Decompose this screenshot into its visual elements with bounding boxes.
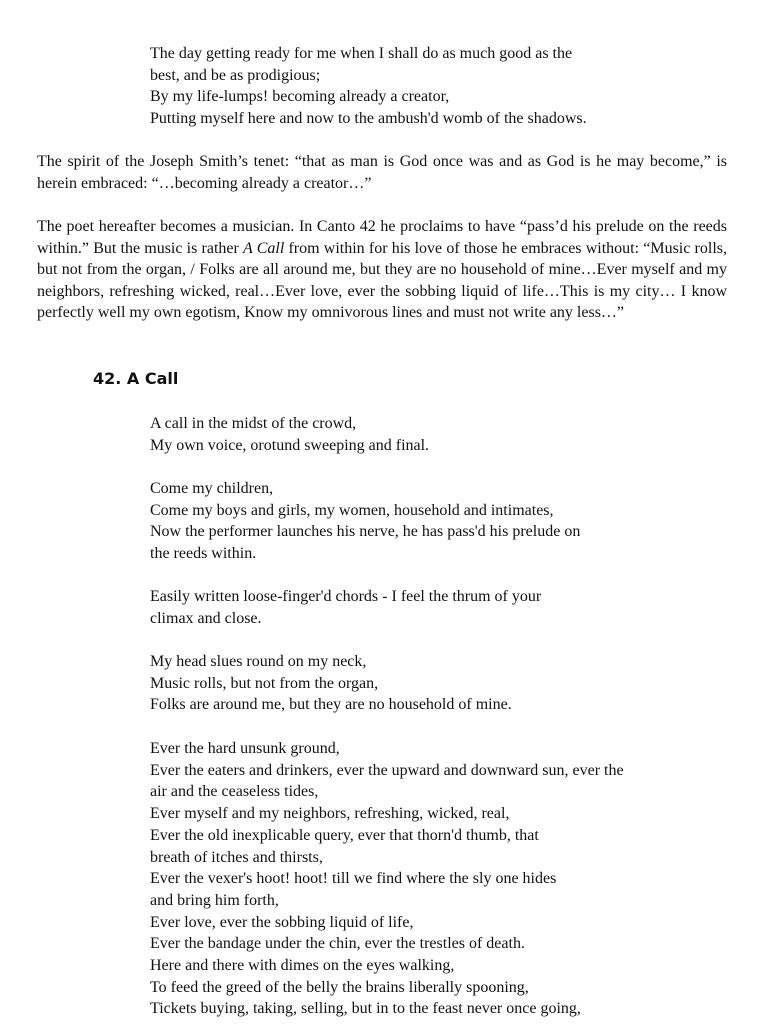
verse-line: breath of itches and thirsts, [150,848,323,866]
stanza-2 [150,478,740,565]
commentary-paragraph-1: The spirit of the Joseph Smith’s tenet: “that as man is God once was and as God is he may become,” is herein embraced: “…becoming already a creator…” [37,153,727,192]
section-heading: 42. A Call [93,369,179,388]
commentary-paragraph-2 [37,216,727,324]
verse-line: air and the ceaseless tides, [150,783,319,801]
verse-line: Easily written loose-finger'd chords - I feel the thrum of your [150,588,542,605]
verse-line: The day getting ready for me when I shall do as much good as the [150,45,573,62]
verse-line: Ever the eaters and drinkers, ever the upward and downward sun, ever the [150,761,624,779]
verse-line: Ever love, ever the sobbing liquid of life, [150,913,414,931]
verse-line: Now the performer launches his nerve, he has pass'd his prelude on [150,523,581,541]
verse-line: Come my boys and girls, my women, household and intimates, [150,501,554,519]
stanza-4 [150,651,740,716]
verse-line: Come my children, [150,480,274,497]
verse-line: My own voice, orotund sweeping and final. [150,436,430,454]
stanza-3 [150,586,740,629]
verse-line: My head slues round on my neck, [150,653,367,670]
verse-line: By my life-lumps! becoming already a creator, [150,88,450,106]
verse-line: Ever the vexer's hoot! hoot! till we find where the sly one hides [150,870,557,888]
verse-line: Putting myself here and now to the ambush'd womb of the shadows. [150,110,587,128]
verse-line: Ever the hard unsunk ground, [150,740,340,757]
verse-line: Music rolls, but not from the organ, [150,674,379,692]
verse-line: and bring him forth, [150,891,279,909]
opening-verse [150,43,740,130]
verse-line: Tickets buying, taking, selling, but in to the feast never once going, [150,1000,581,1018]
verse-line: Folks are around me, but they are no household of mine. [150,696,512,714]
paragraph-text: from within for his love of those he embraces without: “Music rolls, but not from the organ, / Folks are all around me, but they are no household of mine…Ever myself and my neighbors, refreshing wicked, real…Ever love, ever the sobbing liquid of life…This is my city… I know perfectly well my own egotism, Know my omnivorous lines and must not write any less…” [37,239,727,321]
paragraph-text: The poet hereafter becomes a musician. In Canto 42 he proclaims to have “pass’d his prelude on the reeds within.” But the music is rather [37,218,727,257]
verse-line: Ever myself and my neighbors, refreshing, wicked, real, [150,805,510,823]
poem-title-italic: A Call [243,239,285,257]
verse-line: best, and be as prodigious; [150,66,321,84]
verse-line: Here and there with dimes on the eyes walking, [150,957,455,975]
verse-line: To feed the greed of the belly the brains liberally spooning, [150,978,529,996]
stanza-1 [150,413,740,456]
stanza-5 [150,738,740,1020]
verse-line: climax and close. [150,609,262,627]
verse-line: Ever the old inexplicable query, ever that thorn'd thumb, that [150,826,539,844]
verse-line: A call in the midst of the crowd, [150,415,357,432]
verse-line: Ever the bandage under the chin, ever the trestles of death. [150,935,525,953]
verse-line: the reeds within. [150,545,257,563]
